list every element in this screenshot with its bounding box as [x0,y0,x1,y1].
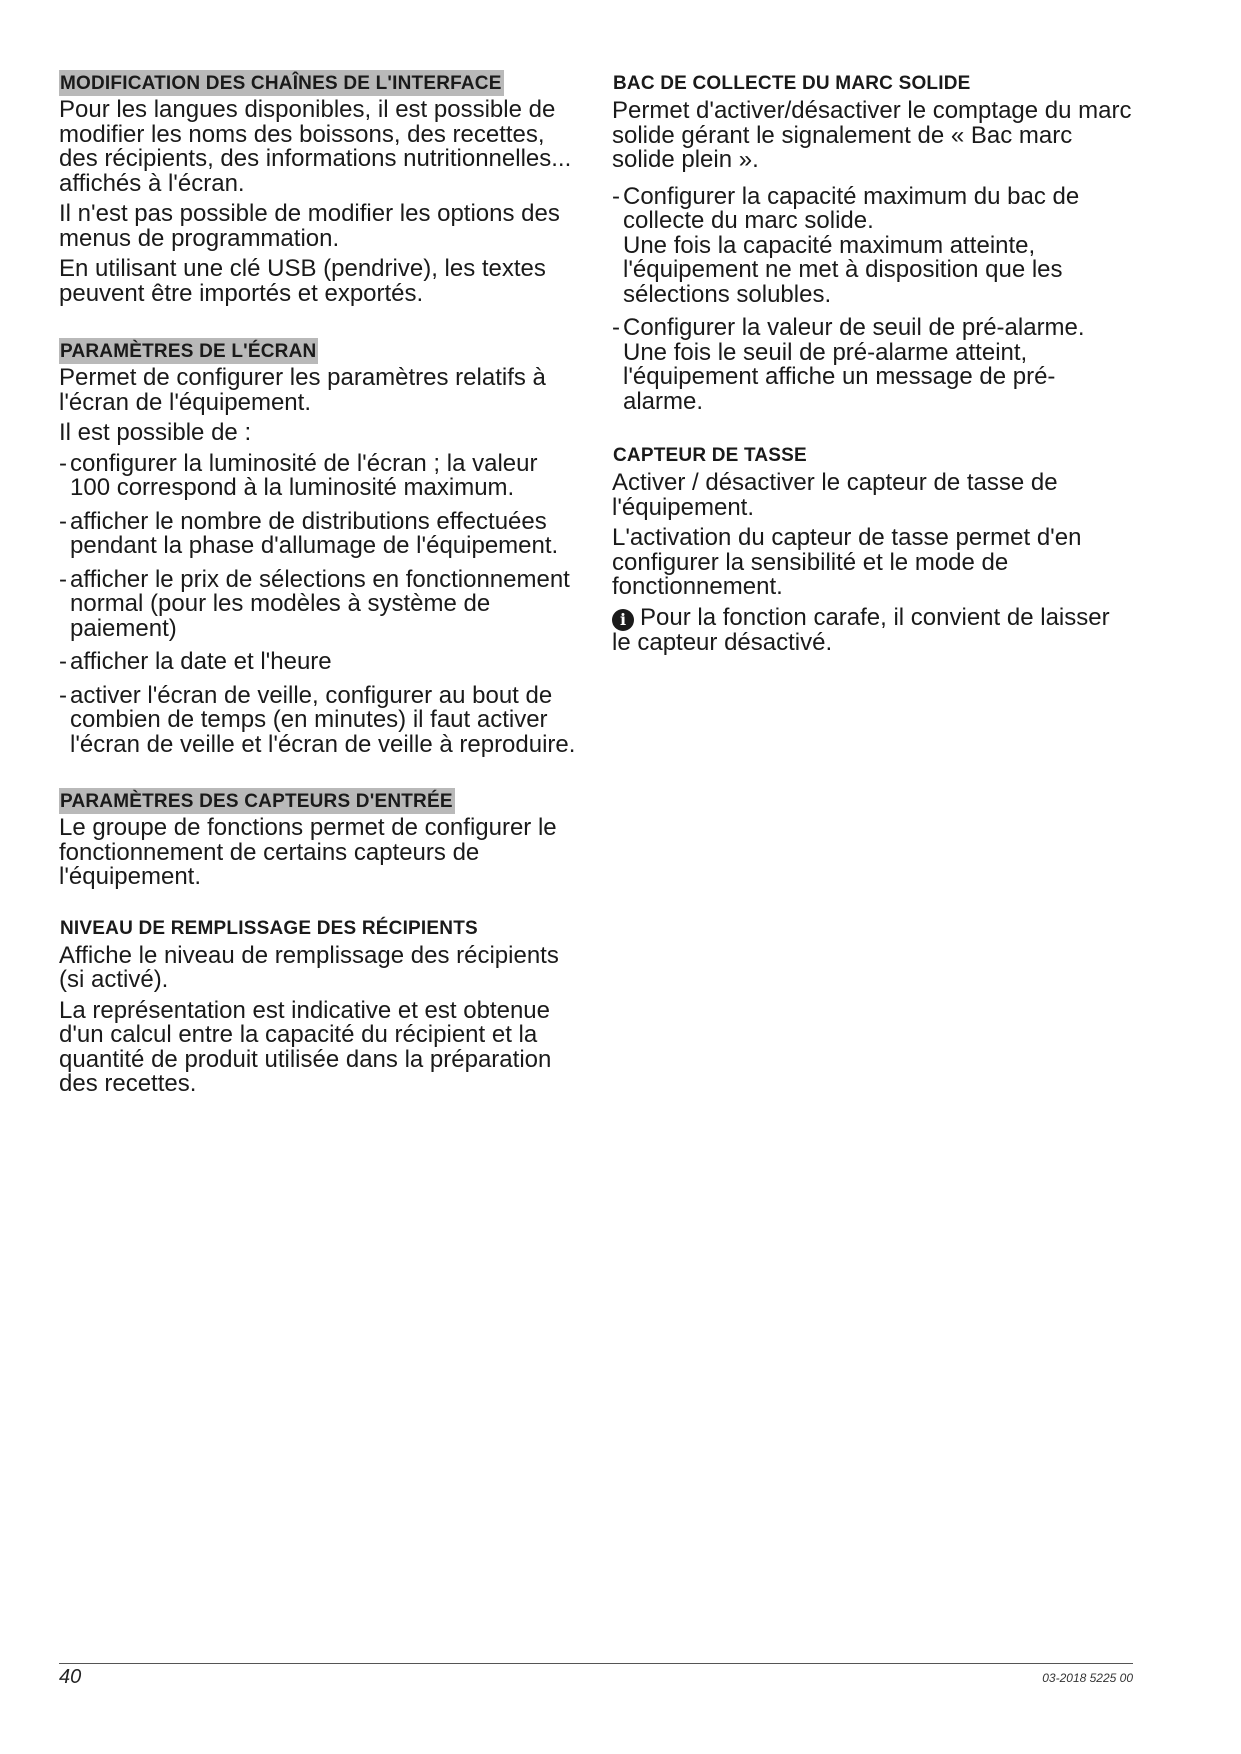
list-item: - afficher le nombre de distributions effectuées pendant la phase d'allumage de l'équipement. [59,507,559,559]
paragraph: La représentation est indicative et est obtenue d'un calcul entre la capacité du récipient et la quantité de produit utilisée dans la préparation des recettes. [59,996,552,1097]
list-item: - Configurer la valeur de seuil de pré-alarme. Une fois le seuil de pré-alarme atteint, l'équipement affiche un message de pré-alarme. [612,316,1132,414]
page-number: 40 [59,1666,82,1688]
section-heading: PARAMÈTRES DES CAPTEURS D'ENTRÉE [59,788,455,814]
section-heading: MODIFICATION DES CHAÎNES DE L'INTERFACE [59,70,504,96]
list-item-text: Une fois le seuil de pré-alarme atteint, l'équipement affiche un message de pré-alarme. [623,338,1056,415]
paragraph: Il n'est pas possible de modifier les options des menus de programmation. [59,200,560,252]
subsection-heading: NIVEAU DE REMPLISSAGE DES RÉCIPIENTS [60,917,478,939]
list-item: - Configurer la capacité maximum du bac de collecte du marc solide. Une fois la capacité maximum atteinte, l'équipement ne met à disposition que les sélections solubles. [612,185,1132,308]
left-column [59,70,581,1103]
info-icon: i [612,609,634,631]
list-item: - afficher le prix de sélections en fonctionnement normal (pour les modèles à système de paiement) [59,565,570,642]
note-text: Pour la fonction carafe, il convient de laisser le capteur désactivé. [612,603,1110,656]
paragraph: Le groupe de fonctions permet de configurer le fonctionnement de certains capteurs de l'équipement. [59,814,557,890]
subsection-heading: BAC DE COLLECTE DU MARC SOLIDE [613,73,971,94]
paragraph: En utilisant une clé USB (pendrive), les textes peuvent être importés et exportés. [59,255,546,307]
subsection-heading: CAPTEUR DE TASSE [613,445,807,466]
list-item: - configurer la luminosité de l'écran ; la valeur 100 correspond à la luminosité maximum. [59,449,538,501]
paragraph: Il est possible de : [59,419,252,446]
section-heading: PARAMÈTRES DE L'ÉCRAN [59,338,318,364]
paragraph: Permet d'activer/désactiver le comptage du marc solide gérant le signalement de « Bac marc solide plein ». [612,97,1132,173]
paragraph: Affiche le niveau de remplissage des récipients (si activé). [59,941,559,993]
paragraph: Pour les langues disponibles, il est possible de modifier les noms des boissons, des recettes, des récipients, des informations nutritionnelles... affichés à l'écran. [59,96,572,197]
paragraph: L'activation du capteur de tasse permet d'en configurer la sensibilité et le mode de fonctionnement. [612,524,1082,600]
right-column [612,70,1132,661]
list-item-text: Une fois la capacité maximum atteinte, l'équipement ne met à disposition que les sélections solubles. [623,231,1063,308]
paragraph: Activer / désactiver le capteur de tasse de l'équipement. [612,469,1058,521]
document-code: 03-2018 5225 00 [1042,1671,1133,1685]
list-item-text: Configurer la capacité maximum du bac de collecte du marc solide. [623,182,1080,234]
footer-divider [59,1663,1133,1664]
paragraph: Permet de configurer les paramètres relatifs à l'écran de l'équipement. [59,364,546,416]
list-item: - activer l'écran de veille, configurer au bout de combien de temps (en minutes) il faut activer l'écran de veille et l'écran de veille à reproduire. [59,681,576,758]
list-item-text: Configurer la valeur de seuil de pré-alarme. [623,314,1085,341]
note [612,603,1132,656]
list-item: - afficher la date et l'heure [59,648,332,675]
